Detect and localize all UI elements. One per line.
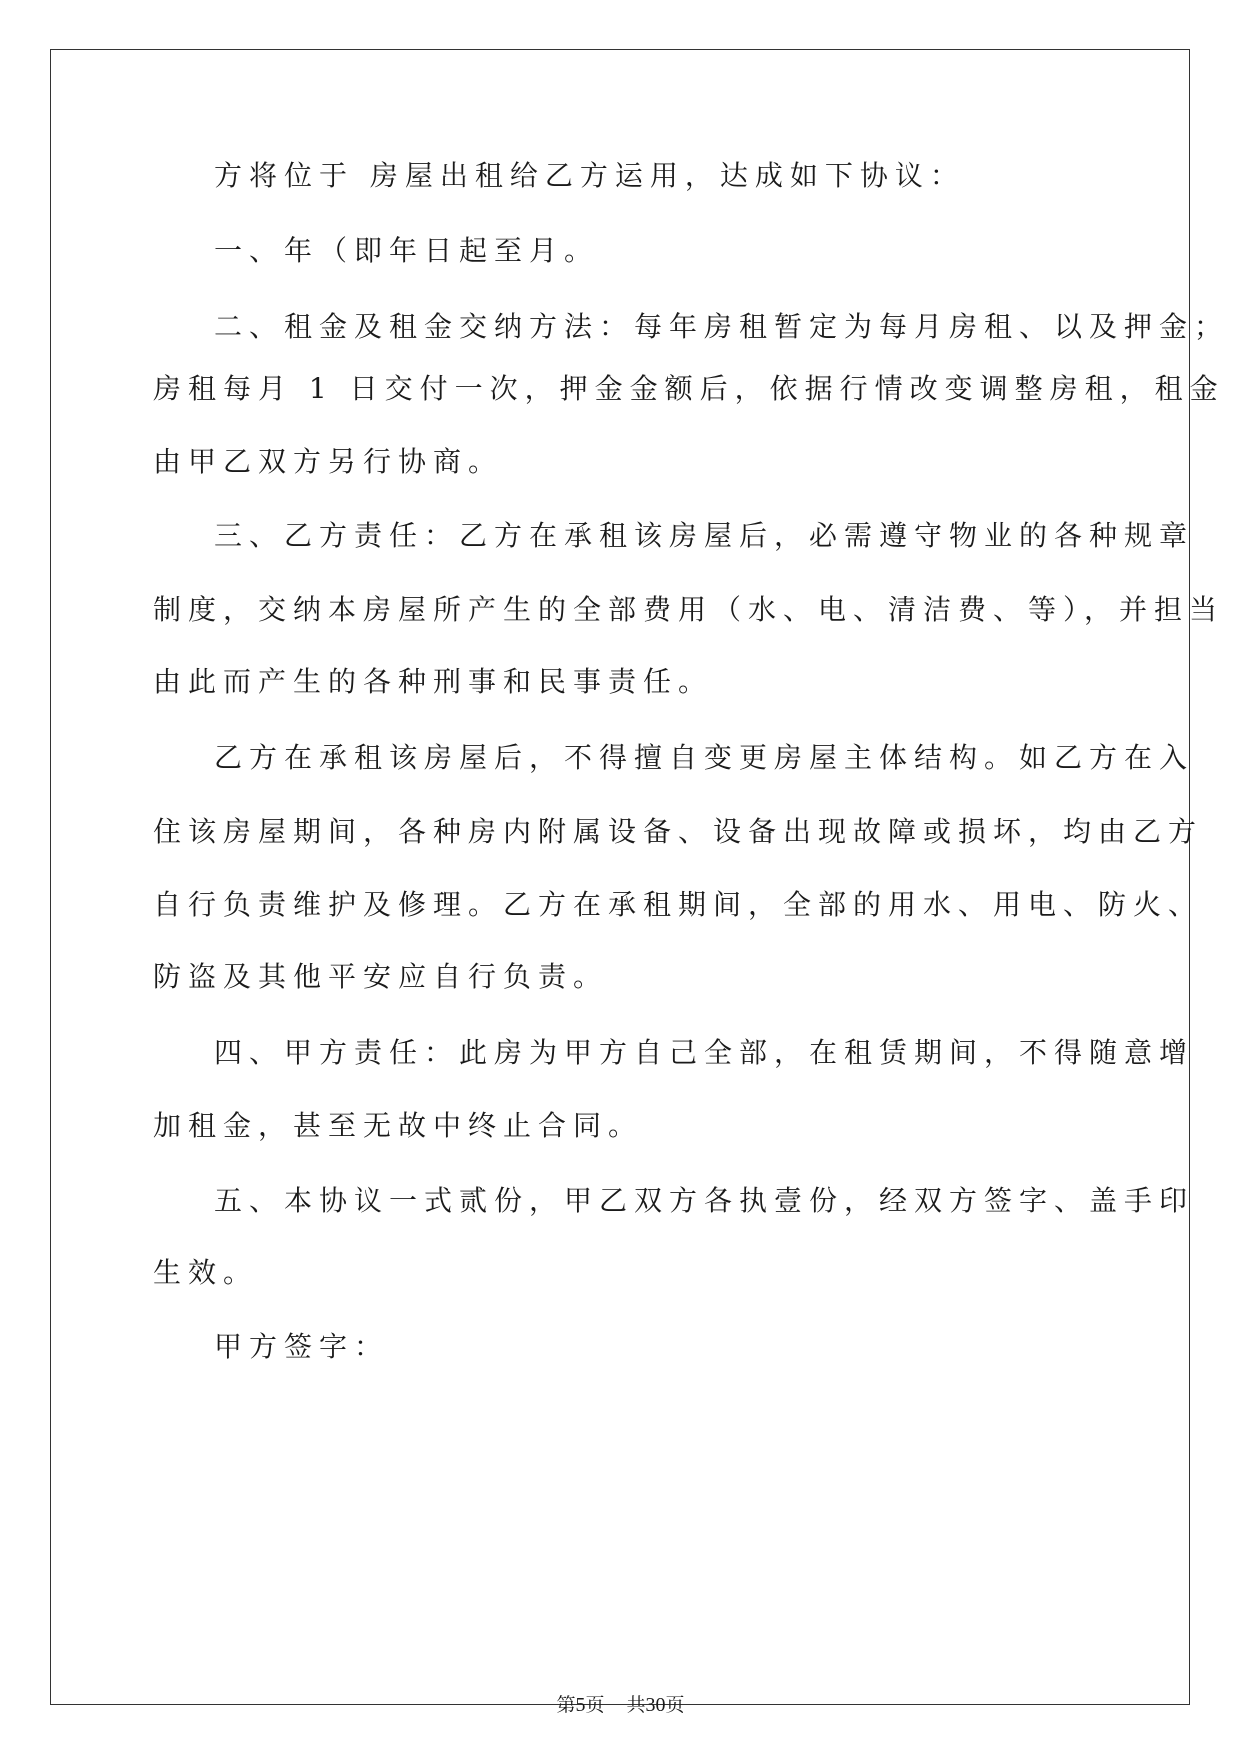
paragraph-line: 方将位于 房屋出租给乙方运用，达成如下协议： [214, 159, 965, 192]
total-prefix: 共 [626, 1694, 646, 1716]
paragraph-line: 四、甲方责任：此房为甲方自己全部，在租赁期间，不得随意增 [214, 1036, 1195, 1069]
paragraph-line: 二、租金及租金交纳方法：每年房租暂定为每月房租、以及押金； [214, 310, 1230, 343]
paragraph-line: 防盗及其他平安应自行负责。 [153, 960, 609, 993]
paragraph-line: 自行负责维护及修理。乙方在承租期间，全部的用水、用电、防火、 [153, 888, 1204, 921]
paragraph-line: 住该房屋期间，各种房内附属设备、设备出现故障或损坏，均由乙方 [153, 815, 1204, 848]
page-footer [0, 1693, 1241, 1717]
page-suffix: 页 [585, 1694, 605, 1716]
total-pages: 30 [645, 1694, 666, 1716]
paragraph-line: 三、乙方责任：乙方在承租该房屋后，必需遵守物业的各种规章 [214, 519, 1195, 552]
paragraph-line: 五、本协议一式贰份，甲乙双方各执壹份，经双方签字、盖手印 [214, 1184, 1195, 1217]
page-prefix: 第 [556, 1694, 576, 1716]
paragraph-line: 生效。 [153, 1256, 259, 1289]
paragraph-line: 加租金，甚至无故中终止合同。 [153, 1109, 644, 1142]
paragraph-line: 乙方在承租该房屋后，不得擅自变更房屋主体结构。如乙方在入 [214, 741, 1195, 774]
page-number: 5 [575, 1694, 586, 1716]
paragraph-line: 由此而产生的各种刑事和民事责任。 [153, 665, 714, 698]
total-suffix: 页 [665, 1694, 685, 1716]
paragraph-line: 一、年（即年日起至月。 [214, 234, 600, 267]
page-border [50, 49, 1190, 1705]
paragraph-line: 制度，交纳本房屋所产生的全部费用（水、电、清洁费、等），并担当 [153, 593, 1225, 626]
paragraph-line: 由甲乙双方另行协商。 [153, 445, 504, 478]
signature-label: 甲方签字： [214, 1330, 390, 1363]
paragraph-line: 房租每月 1 日交付一次，押金金额后，依据行情改变调整房租，租金 [153, 372, 1225, 405]
